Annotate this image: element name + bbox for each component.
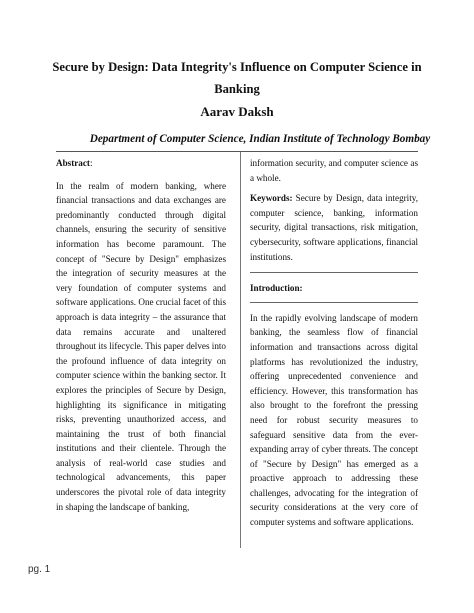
abstract-label: Abstract [56,158,90,168]
introduction-heading: Introduction: [250,283,303,294]
introduction-body: In the rapidly evolving landscape of modern banking, the seamless flow of financial information and transactions across digital platforms has revolutionized the industry, offering unprecedented convenience and efficiency. However, this transformation has also brought to the forefront the pressing need for robust security measures to safeguard sensitive data from the ever-expanding array of cyber threats. The concept of "Secure by Design" has emerged as a proactive approach to addressing these challenges, advocating for the integration of security considerations at the very core of computer systems and software applications. [250,312,418,528]
keywords-paragraph [250,191,418,264]
author-name: Aarav Daksh [200,104,274,119]
left-column [56,156,226,514]
abstract-heading [56,156,226,171]
abstract-continuation: information security, and computer science as a whole. [250,158,418,183]
keywords-divider [250,272,418,273]
keywords-label: Keywords: [250,193,293,204]
keywords-text: Secure by Design, data integrity, computer science, banking, information security, digital transactions, risk mitigation, cybersecurity, software applications, financial institutions. [250,193,418,262]
page-number: pg. 1 [28,564,51,575]
author-affiliation: Department of Computer Science, Indian Institute of Technology Bombay [89,133,431,145]
header-divider [56,151,418,152]
abstract-label-colon: : [89,158,93,168]
introduction-divider [250,302,418,303]
abstract-body: In the realm of modern banking, where financial transactions and data exchanges are predominantly conducted through digital channels, ensuring the security of sensitive information has become paramount. The concept of "Secure by Design" emphasizes the integration of security measures at the very foundation of computer systems and software applications. One crucial facet of this approach is data integrity – the assurance that data remains accurate and unaltered throughout its lifecycle. This paper delves into the profound influence of data integrity on computer science within the banking sector. It explores the principles of Secure by Design, highlighting its significance in mitigating risks, preventing unauthorized access, and maintaining the trust of both financial institutions and their clientele. Through the analysis of real-world case studies and technological advancements, this paper underscores the pivotal role of data integrity in shaping the landscape of banking, [56,180,227,512]
column-divider [240,152,241,548]
paper-title: Secure by Design: Data Integrity's Influence on Computer Science in Banking [52,60,422,96]
right-column [250,156,418,530]
